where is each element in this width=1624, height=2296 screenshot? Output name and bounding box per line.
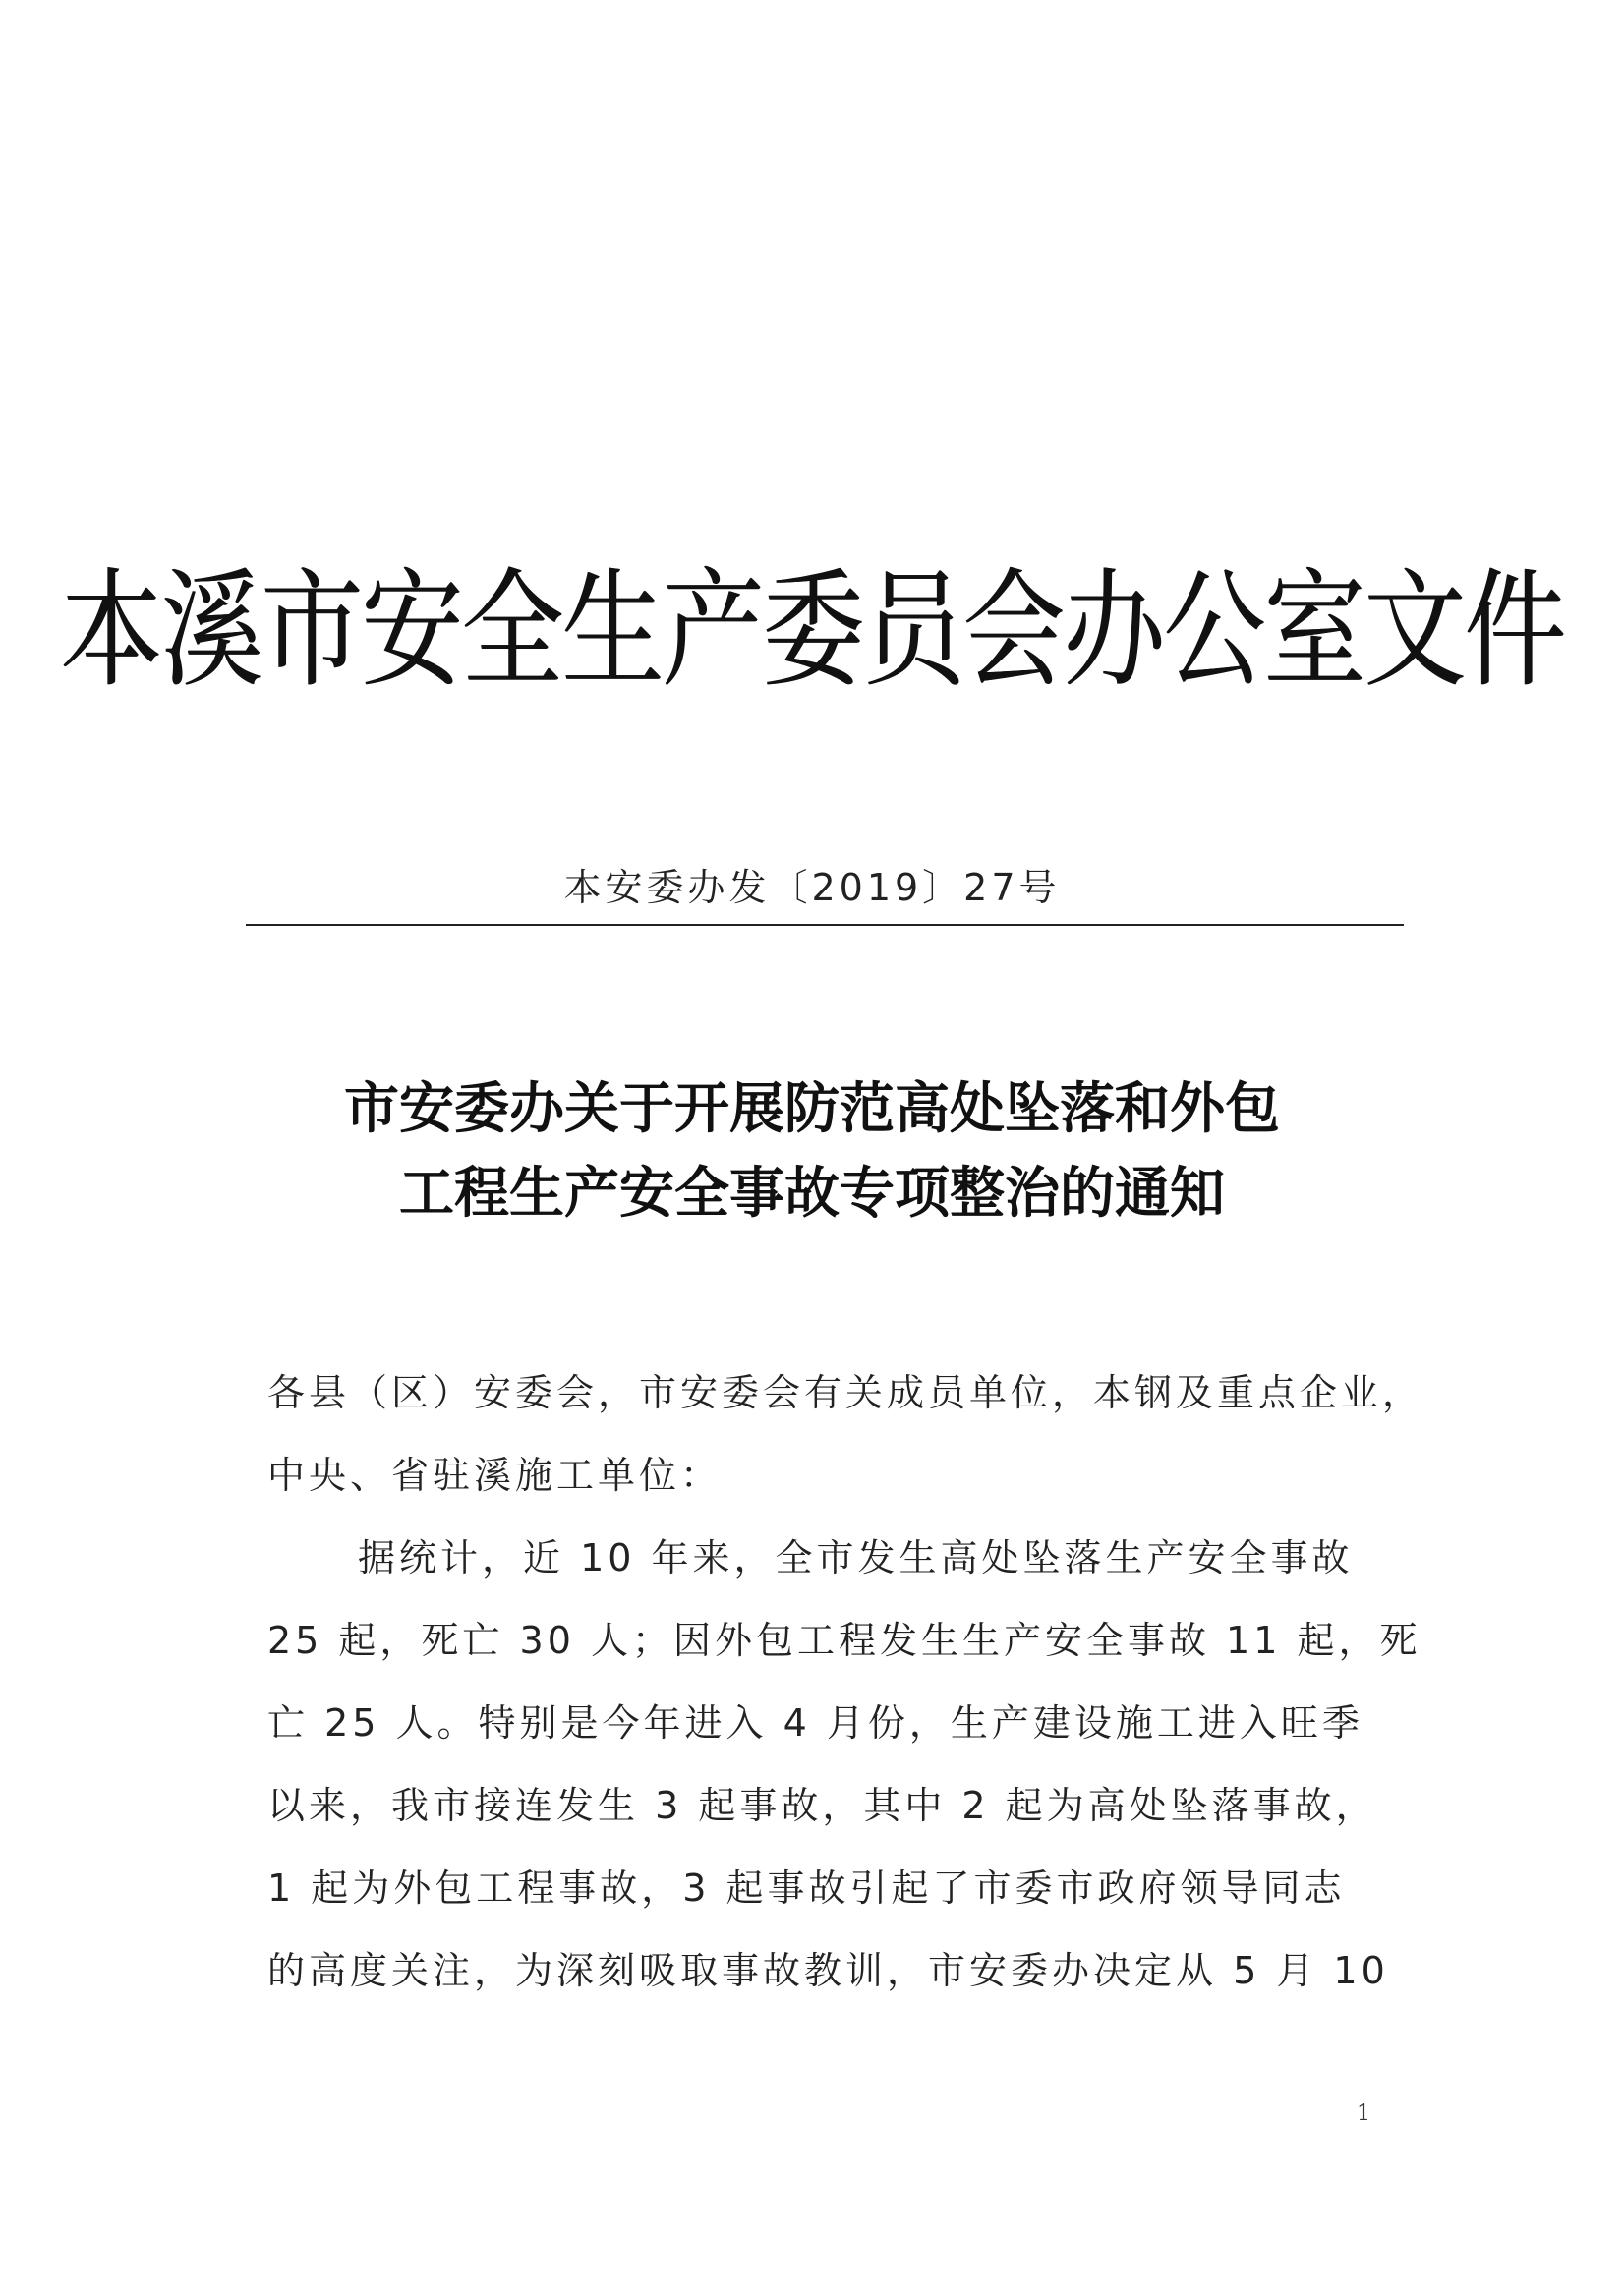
notice-title-line-1: 市安委办关于开展防范高处坠落和外包 xyxy=(344,1076,1280,1141)
body-line: 亡 25 人。特别是今年进入 4 月份，生产建设施工进入旺季 xyxy=(267,1701,1363,1745)
body-text xyxy=(267,1351,1424,2012)
addressee-line-2: 中央、省驻溪施工单位： xyxy=(267,1454,723,1497)
addressee-line-1: 各县（区）安委会，市安委会有关成员单位，本钢及重点企业， xyxy=(267,1371,1424,1414)
notice-title-line-2: 工程生产安全事故专项整治的通知 xyxy=(399,1161,1225,1226)
body-line: 据统计，近 10 年来，全市发生高处坠落生产安全事故 xyxy=(358,1536,1354,1579)
body-line: 的高度关注，为深刻吸取事故教训，市安委办决定从 5 月 10 xyxy=(267,1949,1389,1992)
body-line: 25 起，死亡 30 人；因外包工程发生生产安全事故 11 起，死 xyxy=(267,1619,1421,1662)
body-line: 以来，我市接连发生 3 起事故，其中 2 起为高处坠落事故， xyxy=(267,1784,1377,1827)
document-number: 本安委办发〔2019〕27号 xyxy=(563,866,1061,909)
page-number: 1 xyxy=(1357,2101,1370,2126)
issuing-office-header: 本溪市安全生产委员会办公室文件 xyxy=(59,555,1564,706)
notice-title xyxy=(0,1066,1624,1235)
body-line: 1 起为外包工程事故，3 起事故引起了市委市政府领导同志 xyxy=(267,1866,1346,1910)
header-divider xyxy=(246,924,1404,926)
